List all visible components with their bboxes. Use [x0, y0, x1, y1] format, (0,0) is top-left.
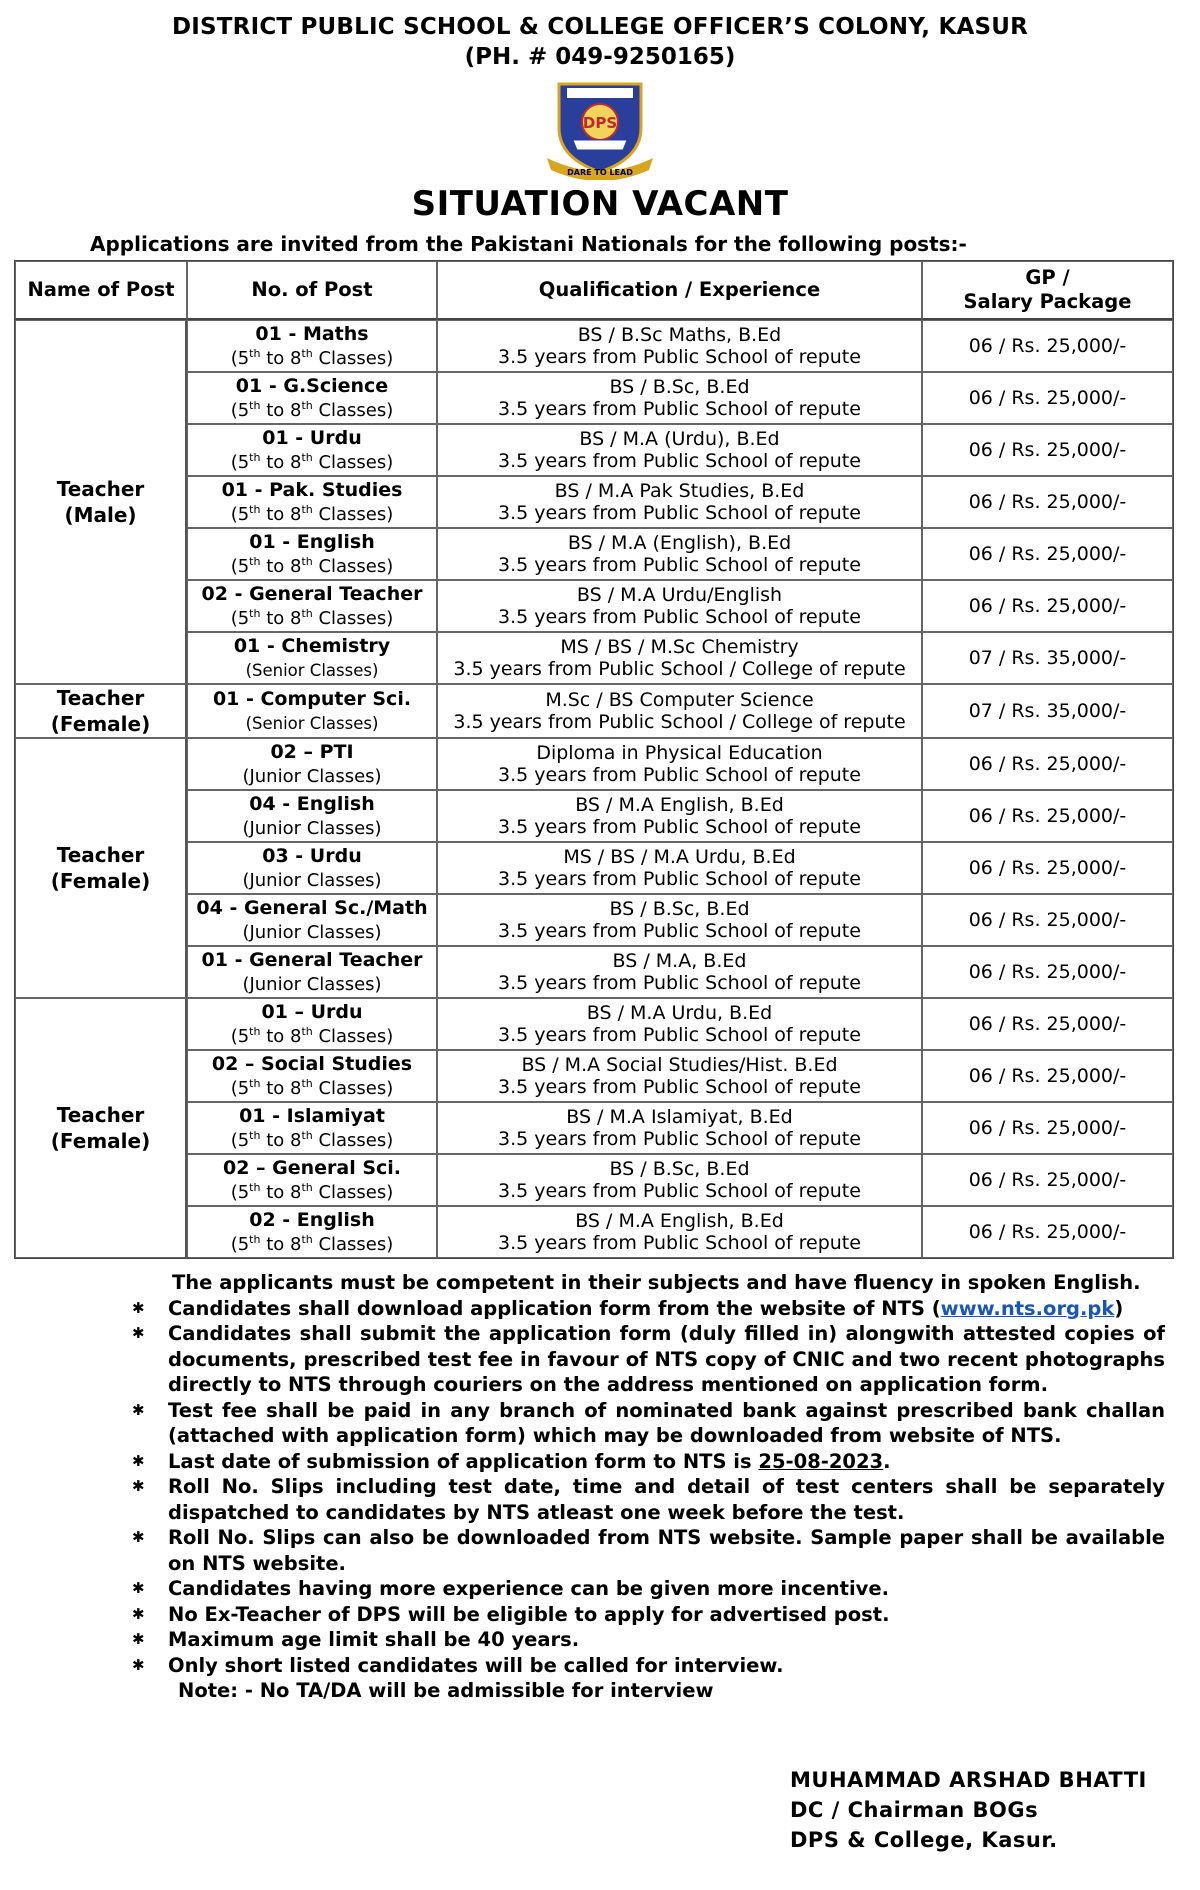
class-level: (Junior Classes)	[242, 817, 382, 839]
salary-package: 06 / Rs. 25,000/-	[922, 946, 1173, 998]
post-count	[187, 632, 437, 684]
class-level: (Junior Classes)	[242, 921, 382, 943]
class-range: (5th to 8th Classes)	[230, 1128, 394, 1151]
post-subject: 01 - English	[249, 530, 375, 553]
qualification: MS / BS / M.A Urdu, B.Ed 3.5 years from Public School of repute	[437, 842, 922, 894]
list-item: ✱ Candidates having more experience can be given more incentive.	[132, 1577, 889, 1600]
post-count	[187, 842, 437, 894]
salary-package: 07 / Rs. 35,000/-	[922, 684, 1173, 738]
post-count	[187, 738, 437, 790]
signatory-name: MUHAMMAD ARSHAD BHATTI	[790, 1768, 1147, 1792]
signature-block	[790, 1765, 1147, 1855]
qualification: BS / M.A, B.Ed 3.5 years from Public School of repute	[437, 946, 922, 998]
bullet-star-icon: ✱	[132, 1528, 145, 1546]
post-subject: 03 - Urdu	[262, 844, 362, 867]
qualification: BS / M.A Urdu/English 3.5 years from Public School of repute	[437, 580, 922, 632]
post-count	[187, 946, 437, 998]
list-item: ✱ Candidates shall download application form from the website of NTS (www.nts.org.pk)	[132, 1296, 1124, 1320]
qualification: BS / M.A English, B.Ed 3.5 years from Public School of repute	[437, 1206, 922, 1258]
salary-package: 06 / Rs. 25,000/-	[922, 1050, 1173, 1102]
class-level: (Senior Classes)	[245, 713, 379, 733]
instruction-list	[132, 1296, 1165, 1679]
qualification: BS / B.Sc, B.Ed 3.5 years from Public School of repute	[437, 1154, 922, 1206]
table-row	[15, 1050, 1173, 1102]
table-row	[15, 476, 1173, 528]
qualification: BS / M.A Social Studies/Hist. B.Ed 3.5 years from Public School of repute	[437, 1050, 922, 1102]
post-subject: 04 - General Sc./Math	[196, 896, 428, 919]
post-subject: 01 - Urdu	[262, 426, 362, 449]
table-header-row	[15, 261, 1173, 320]
page-title: SITUATION VACANT	[411, 184, 789, 224]
post-subject: 01 - Computer Sci.	[212, 687, 412, 710]
school-name: DISTRICT PUBLIC SCHOOL & COLLEGE OFFICER’S COLONY, KASUR	[171, 14, 1029, 40]
logo-motto: DARE TO LEAD	[567, 168, 633, 177]
signatory-org: DPS & College, Kasur.	[790, 1828, 1058, 1852]
bullet-star-icon: ✱	[132, 1451, 145, 1470]
table-row	[15, 372, 1173, 424]
class-range: (5th to 8th Classes)	[230, 606, 394, 629]
post-count	[187, 790, 437, 842]
salary-package: 06 / Rs. 25,000/-	[922, 1102, 1173, 1154]
signatory-title: DC / Chairman BOGs	[790, 1798, 1039, 1822]
table-row	[15, 842, 1173, 894]
post-subject: 04 - English	[249, 792, 375, 815]
list-item: ✱ Test fee shall be paid in any branch of nominated bank against prescribed bank challan (attached with application form) which may be downloaded from website of NTS.	[132, 1398, 1165, 1447]
post-subject: 01 - Chemistry	[233, 634, 391, 657]
qualification: MS / BS / M.Sc Chemistry 3.5 years from Public School / College of repute	[437, 632, 922, 684]
post-count	[187, 1206, 437, 1258]
list-item: ✱ Only short listed candidates will be called for interview.	[132, 1653, 784, 1677]
vacancy-table	[14, 260, 1174, 1259]
qualification: Diploma in Physical Education 3.5 years from Public School of repute	[437, 738, 922, 790]
salary-package: 06 / Rs. 25,000/-	[922, 528, 1173, 580]
post-count	[187, 580, 437, 632]
salary-package: 06 / Rs. 25,000/-	[922, 894, 1173, 946]
qualification: BS / M.A Islamiyat, B.Ed 3.5 years from Public School of repute	[437, 1102, 922, 1154]
class-range: (5th to 8th Classes)	[230, 502, 394, 525]
table-row	[15, 580, 1173, 632]
table-row	[15, 1102, 1173, 1154]
table-row	[15, 424, 1173, 476]
qualification: BS / M.A Urdu, B.Ed 3.5 years from Public School of repute	[437, 998, 922, 1050]
table-row	[15, 738, 1173, 790]
class-level: (Junior Classes)	[242, 973, 382, 995]
list-item: ✱ Last date of submission of application form to NTS is 25-08-2023.	[132, 1449, 891, 1473]
post-count	[187, 320, 437, 372]
salary-package: 06 / Rs. 25,000/-	[922, 790, 1173, 842]
table-row	[15, 1154, 1173, 1206]
qualification: M.Sc / BS Computer Science 3.5 years from Public School / College of repute	[437, 684, 922, 738]
bullet-star-icon: ✱	[132, 1579, 145, 1597]
post-subject: 01 - Maths	[255, 322, 369, 345]
post-count	[187, 372, 437, 424]
col-salary: GP / Salary Package	[922, 261, 1173, 320]
post-subject: 01 - G.Science	[235, 374, 389, 397]
salary-package: 06 / Rs. 25,000/-	[922, 738, 1173, 790]
school-phone: (PH. # 049-9250165)	[464, 44, 736, 70]
qualification: BS / M.A (Urdu), B.Ed 3.5 years from Public School of repute	[437, 424, 922, 476]
qualification: BS / B.Sc, B.Ed 3.5 years from Public School of repute	[437, 372, 922, 424]
post-subject: 02 – PTI	[270, 740, 354, 763]
bullet-star-icon: ✱	[132, 1400, 145, 1419]
class-level: (Junior Classes)	[242, 869, 382, 891]
post-category: Teacher (Female)	[15, 684, 187, 738]
school-logo	[545, 80, 655, 180]
class-range: (5th to 8th Classes)	[230, 398, 394, 421]
col-qualification: Qualification / Experience	[437, 261, 922, 320]
list-item: ✱ Maximum age limit shall be 40 years.	[132, 1628, 580, 1651]
post-subject: 02 – Social Studies	[211, 1052, 413, 1075]
salary-package: 06 / Rs. 25,000/-	[922, 842, 1173, 894]
table-row	[15, 998, 1173, 1050]
list-item: ✱ Roll No. Slips can also be downloaded from NTS website. Sample paper shall be available on NTS website.	[132, 1526, 1165, 1575]
bullet-star-icon: ✱	[132, 1604, 145, 1623]
post-subject: 02 - English	[249, 1208, 375, 1231]
salary-package: 07 / Rs. 35,000/-	[922, 632, 1173, 684]
post-count	[187, 684, 437, 738]
post-subject: 01 - Islamiyat	[239, 1104, 385, 1127]
class-range: (5th to 8th Classes)	[230, 1076, 394, 1099]
salary-package: 06 / Rs. 25,000/-	[922, 320, 1173, 372]
class-range: (5th to 8th Classes)	[230, 554, 394, 577]
qualification: BS / B.Sc Maths, B.Ed 3.5 years from Public School of repute	[437, 320, 922, 372]
ta-da-note: Note: - No TA/DA will be admissible for interview	[178, 1679, 714, 1702]
salary-package: 06 / Rs. 25,000/-	[922, 1206, 1173, 1258]
table-row	[15, 632, 1173, 684]
competency-note: The applicants must be competent in their subjects and have fluency in spoken English.	[172, 1271, 1141, 1294]
class-range: (5th to 8th Classes)	[230, 1024, 394, 1047]
post-subject: 01 - Pak. Studies	[221, 478, 403, 501]
table-row	[15, 894, 1173, 946]
post-count	[187, 1050, 437, 1102]
qualification: BS / B.Sc, B.Ed 3.5 years from Public School of repute	[437, 894, 922, 946]
table-row	[15, 528, 1173, 580]
post-subject: 01 – Urdu	[261, 1000, 363, 1023]
table-row	[15, 684, 1173, 738]
col-no-of-post: No. of Post	[187, 261, 437, 320]
post-category: Teacher (Female)	[15, 998, 187, 1258]
class-range: (5th to 8th Classes)	[230, 346, 394, 369]
salary-package: 06 / Rs. 25,000/-	[922, 1154, 1173, 1206]
table-row	[15, 1206, 1173, 1258]
post-count	[187, 424, 437, 476]
class-range: (5th to 8th Classes)	[230, 1180, 394, 1203]
class-level: (Senior Classes)	[245, 660, 379, 680]
post-count	[187, 528, 437, 580]
instructions	[132, 1270, 1165, 1704]
class-range: (5th to 8th Classes)	[230, 1232, 394, 1255]
class-level: (Junior Classes)	[242, 765, 382, 787]
salary-package: 06 / Rs. 25,000/-	[922, 424, 1173, 476]
bullet-star-icon: ✱	[132, 1324, 145, 1342]
nts-website-link[interactable]: www.nts.org.pk	[940, 1296, 1115, 1320]
list-item: ✱ Candidates shall submit the application form (duly filled in) alongwith attested copies of documents, prescribed test fee in favour of NTS copy of CNIC and two recent photographs directly to NTS through couriers on the address mentioned on application form.	[132, 1322, 1165, 1396]
bullet-star-icon: ✱	[132, 1655, 145, 1674]
salary-package: 06 / Rs. 25,000/-	[922, 372, 1173, 424]
post-count	[187, 1102, 437, 1154]
post-subject: 01 - General Teacher	[201, 948, 423, 971]
salary-package: 06 / Rs. 25,000/-	[922, 476, 1173, 528]
post-subject: 02 - General Teacher	[201, 582, 423, 605]
table-row	[15, 320, 1173, 372]
qualification: BS / M.A (English), B.Ed 3.5 years from Public School of repute	[437, 528, 922, 580]
table-row	[15, 946, 1173, 998]
bullet-star-icon: ✱	[132, 1298, 145, 1317]
post-count	[187, 894, 437, 946]
col-name-of-post: Name of Post	[15, 261, 187, 320]
post-count	[187, 998, 437, 1050]
qualification: BS / M.A Pak Studies, B.Ed 3.5 years from Public School of repute	[437, 476, 922, 528]
list-item: ✱ No Ex-Teacher of DPS will be eligible to apply for advertised post.	[132, 1602, 890, 1626]
bullet-star-icon: ✱	[132, 1477, 145, 1495]
last-date: 25-08-2023	[758, 1449, 884, 1473]
qualification: BS / M.A English, B.Ed 3.5 years from Public School of repute	[437, 790, 922, 842]
intro-text: Applications are invited from the Pakistani Nationals for the following posts:-	[90, 232, 967, 256]
post-category: Teacher (Male)	[15, 320, 187, 684]
post-count	[187, 476, 437, 528]
logo-text: DPS	[582, 114, 618, 132]
salary-package: 06 / Rs. 25,000/-	[922, 580, 1173, 632]
post-category: Teacher (Female)	[15, 738, 187, 998]
table-row	[15, 790, 1173, 842]
list-item: ✱ Roll No. Slips including test date, time and detail of test centers shall be separately dispatched to candidates by NTS atleast one week before the test.	[132, 1475, 1165, 1524]
post-subject: 02 – General Sci.	[222, 1156, 402, 1179]
class-range: (5th to 8th Classes)	[230, 450, 394, 473]
salary-package: 06 / Rs. 25,000/-	[922, 998, 1173, 1050]
post-count	[187, 1154, 437, 1206]
bullet-star-icon: ✱	[132, 1630, 145, 1648]
